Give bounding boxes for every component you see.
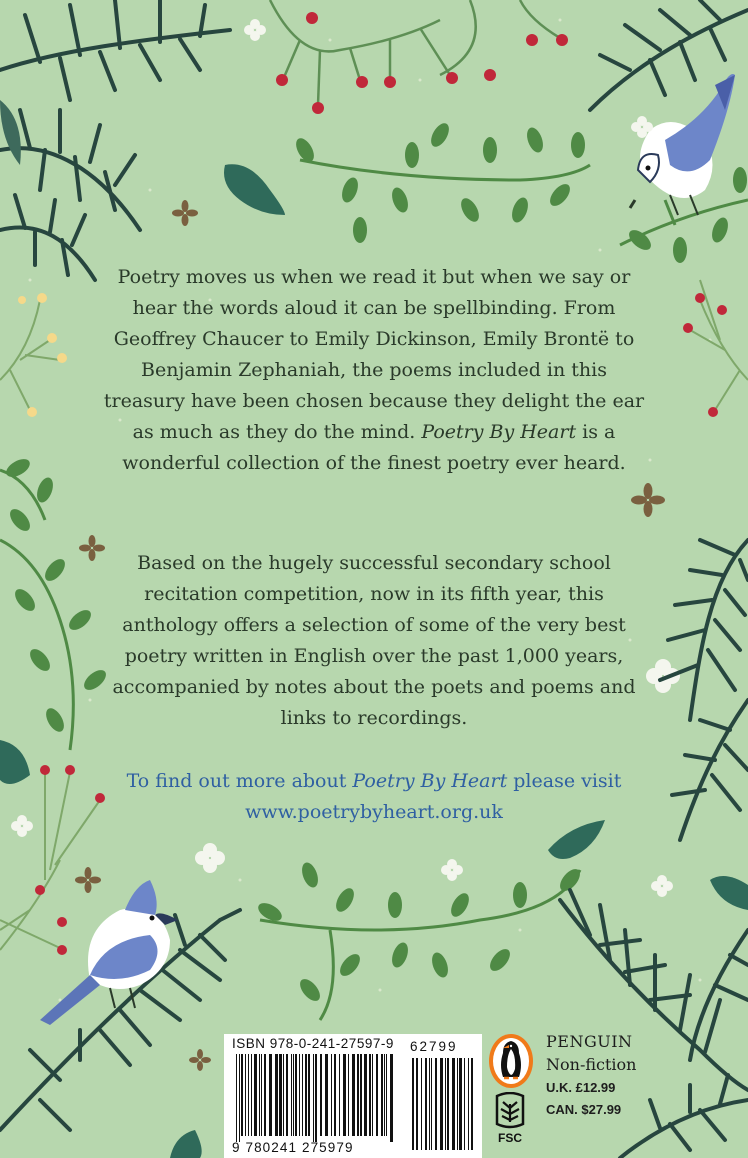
website-url[interactable]: www.poetrybyheart.org.uk: [245, 801, 503, 823]
blurb-paragraph-2: Based on the hugely successful secondary school recitation competition, now in its fifth year, this anthology offers a selection of some of the very best poetry written in English over the past 1,000 years, accompanied by notes about the poets and poems and links to recordings.: [112, 552, 636, 729]
barcode-bar: [313, 1054, 314, 1142]
penguin-logo: [487, 1033, 535, 1089]
barcode-bar: [251, 1054, 252, 1136]
barcode-label: [224, 1034, 482, 1158]
fern-top-left: [0, 0, 230, 280]
barcode-bar: [254, 1054, 257, 1136]
barcode-bar: [325, 1054, 328, 1136]
blurb-book-title: Poetry By Heart: [421, 421, 577, 443]
leaf-vine-left: [0, 455, 109, 750]
barcode-bar: [248, 1054, 249, 1136]
leaf-top-left: [0, 100, 21, 165]
barcode-bar: [343, 1054, 346, 1136]
barcode-bar: [269, 1054, 272, 1136]
barcode-bar: [384, 1054, 385, 1136]
barcode-addon-bar: [440, 1058, 443, 1150]
barcode-addon-bar: [471, 1058, 473, 1150]
barcode-addon-digits: 62799: [410, 1039, 458, 1054]
barcode-bar: [261, 1054, 262, 1136]
leaf-vine-top: [292, 120, 590, 243]
more-info-title: Poetry By Heart: [352, 770, 508, 792]
barcode-bar: [283, 1054, 284, 1136]
barcode-bar: [339, 1054, 340, 1136]
sprig-left: [0, 300, 60, 410]
barcode-bar: [275, 1054, 278, 1136]
barcode-bar: [376, 1054, 378, 1136]
barcode-addon-bar: [435, 1058, 437, 1150]
more-info-suffix: please visit: [507, 770, 622, 792]
barcode-bar: [334, 1054, 336, 1136]
barcode-bar: [293, 1054, 294, 1136]
barcode-bar: [291, 1054, 292, 1136]
barcode-bar: [348, 1054, 349, 1136]
barcode-bar: [357, 1054, 359, 1136]
barcode-bar: [369, 1054, 371, 1136]
barcode-addon-bar: [452, 1058, 455, 1150]
barcode-bar: [305, 1054, 307, 1136]
barcode-bar: [264, 1054, 266, 1136]
barcode-addon-bar: [464, 1058, 465, 1150]
isbn-text: ISBN 978-0-241-27597-9: [232, 1036, 394, 1051]
barcode-bar: [302, 1054, 303, 1136]
fern-right-middle: [660, 540, 748, 840]
barcode-addon-bar: [457, 1058, 458, 1150]
barcode-bar: [331, 1054, 332, 1136]
leaf-vine-bottom: [255, 860, 583, 1020]
blurb-text-segment: is a wonderful collection of the finest poetry ever heard.: [122, 421, 626, 474]
barcode-bar: [364, 1054, 367, 1136]
publisher-name: PENGUIN: [546, 1032, 633, 1051]
leaf-left-dark: [0, 740, 30, 784]
barcode-addon-bar: [468, 1058, 469, 1150]
barcode-bar: [372, 1054, 373, 1136]
barcode-bar: [286, 1054, 288, 1136]
barcode-bar: [308, 1054, 310, 1136]
barcode-bar: [360, 1054, 362, 1136]
barcode-bar: [315, 1054, 317, 1142]
leaf-bottom: [170, 1130, 202, 1158]
barcode-addon-bar: [459, 1058, 462, 1150]
barcode-addon-bar: [425, 1058, 427, 1150]
barcode-bar: [390, 1054, 393, 1142]
book-category: Non-fiction: [546, 1055, 637, 1074]
blurb-paragraph-1: [100, 262, 648, 479]
barcode-bar: [241, 1054, 243, 1136]
barcode-bar: [295, 1054, 297, 1136]
barcode-addon-bar: [416, 1058, 418, 1150]
barcode-addon-bar: [447, 1058, 449, 1150]
fern-bottom-right: [560, 890, 748, 1158]
berry-sprig-left-bottom: [0, 770, 100, 950]
barcode-addon-bar: [412, 1058, 414, 1150]
barcode-addon-bar: [445, 1058, 446, 1150]
barcode-bar: [381, 1054, 383, 1136]
more-info-line: [100, 766, 648, 828]
more-info-prefix: To find out more about: [126, 770, 353, 792]
barcode-bar: [245, 1054, 246, 1136]
fsc-logo: [489, 1092, 531, 1146]
barcode-digits: 9 780241 275979: [232, 1140, 354, 1155]
barcode-bar: [299, 1054, 300, 1136]
blurb-text-segment: Poetry moves us when we read it but when we say or hear the words aloud it can be spellbinding. From Geoffrey Chaucer to Emily Dickinson, Emily Brontë to Benjamin Zephaniah, the poems included in this treasury have been chosen because they delight the ear as much as they do the mind.: [103, 266, 645, 443]
fsc-text: FSC: [498, 1131, 522, 1145]
price-uk: U.K. £12.99: [546, 1080, 616, 1095]
barcode-bar: [236, 1054, 237, 1142]
leaf-bottom-right: [710, 876, 748, 910]
barcode-bar: [259, 1054, 260, 1136]
blue-jay-top: [630, 74, 735, 215]
barcode-bar: [320, 1054, 322, 1136]
barcode-addon-bar: [431, 1058, 432, 1150]
speckles: [29, 19, 712, 1022]
price-can: CAN. $27.99: [546, 1102, 622, 1117]
barcode-addon-bar: [421, 1058, 422, 1150]
barcode-bar: [386, 1054, 387, 1136]
barcode-bar: [352, 1054, 355, 1136]
oak-leaf-top: [224, 164, 285, 215]
barcode-bar: [239, 1054, 240, 1142]
barcode-bar: [279, 1054, 282, 1136]
barcode-addon-bar: [429, 1058, 430, 1150]
